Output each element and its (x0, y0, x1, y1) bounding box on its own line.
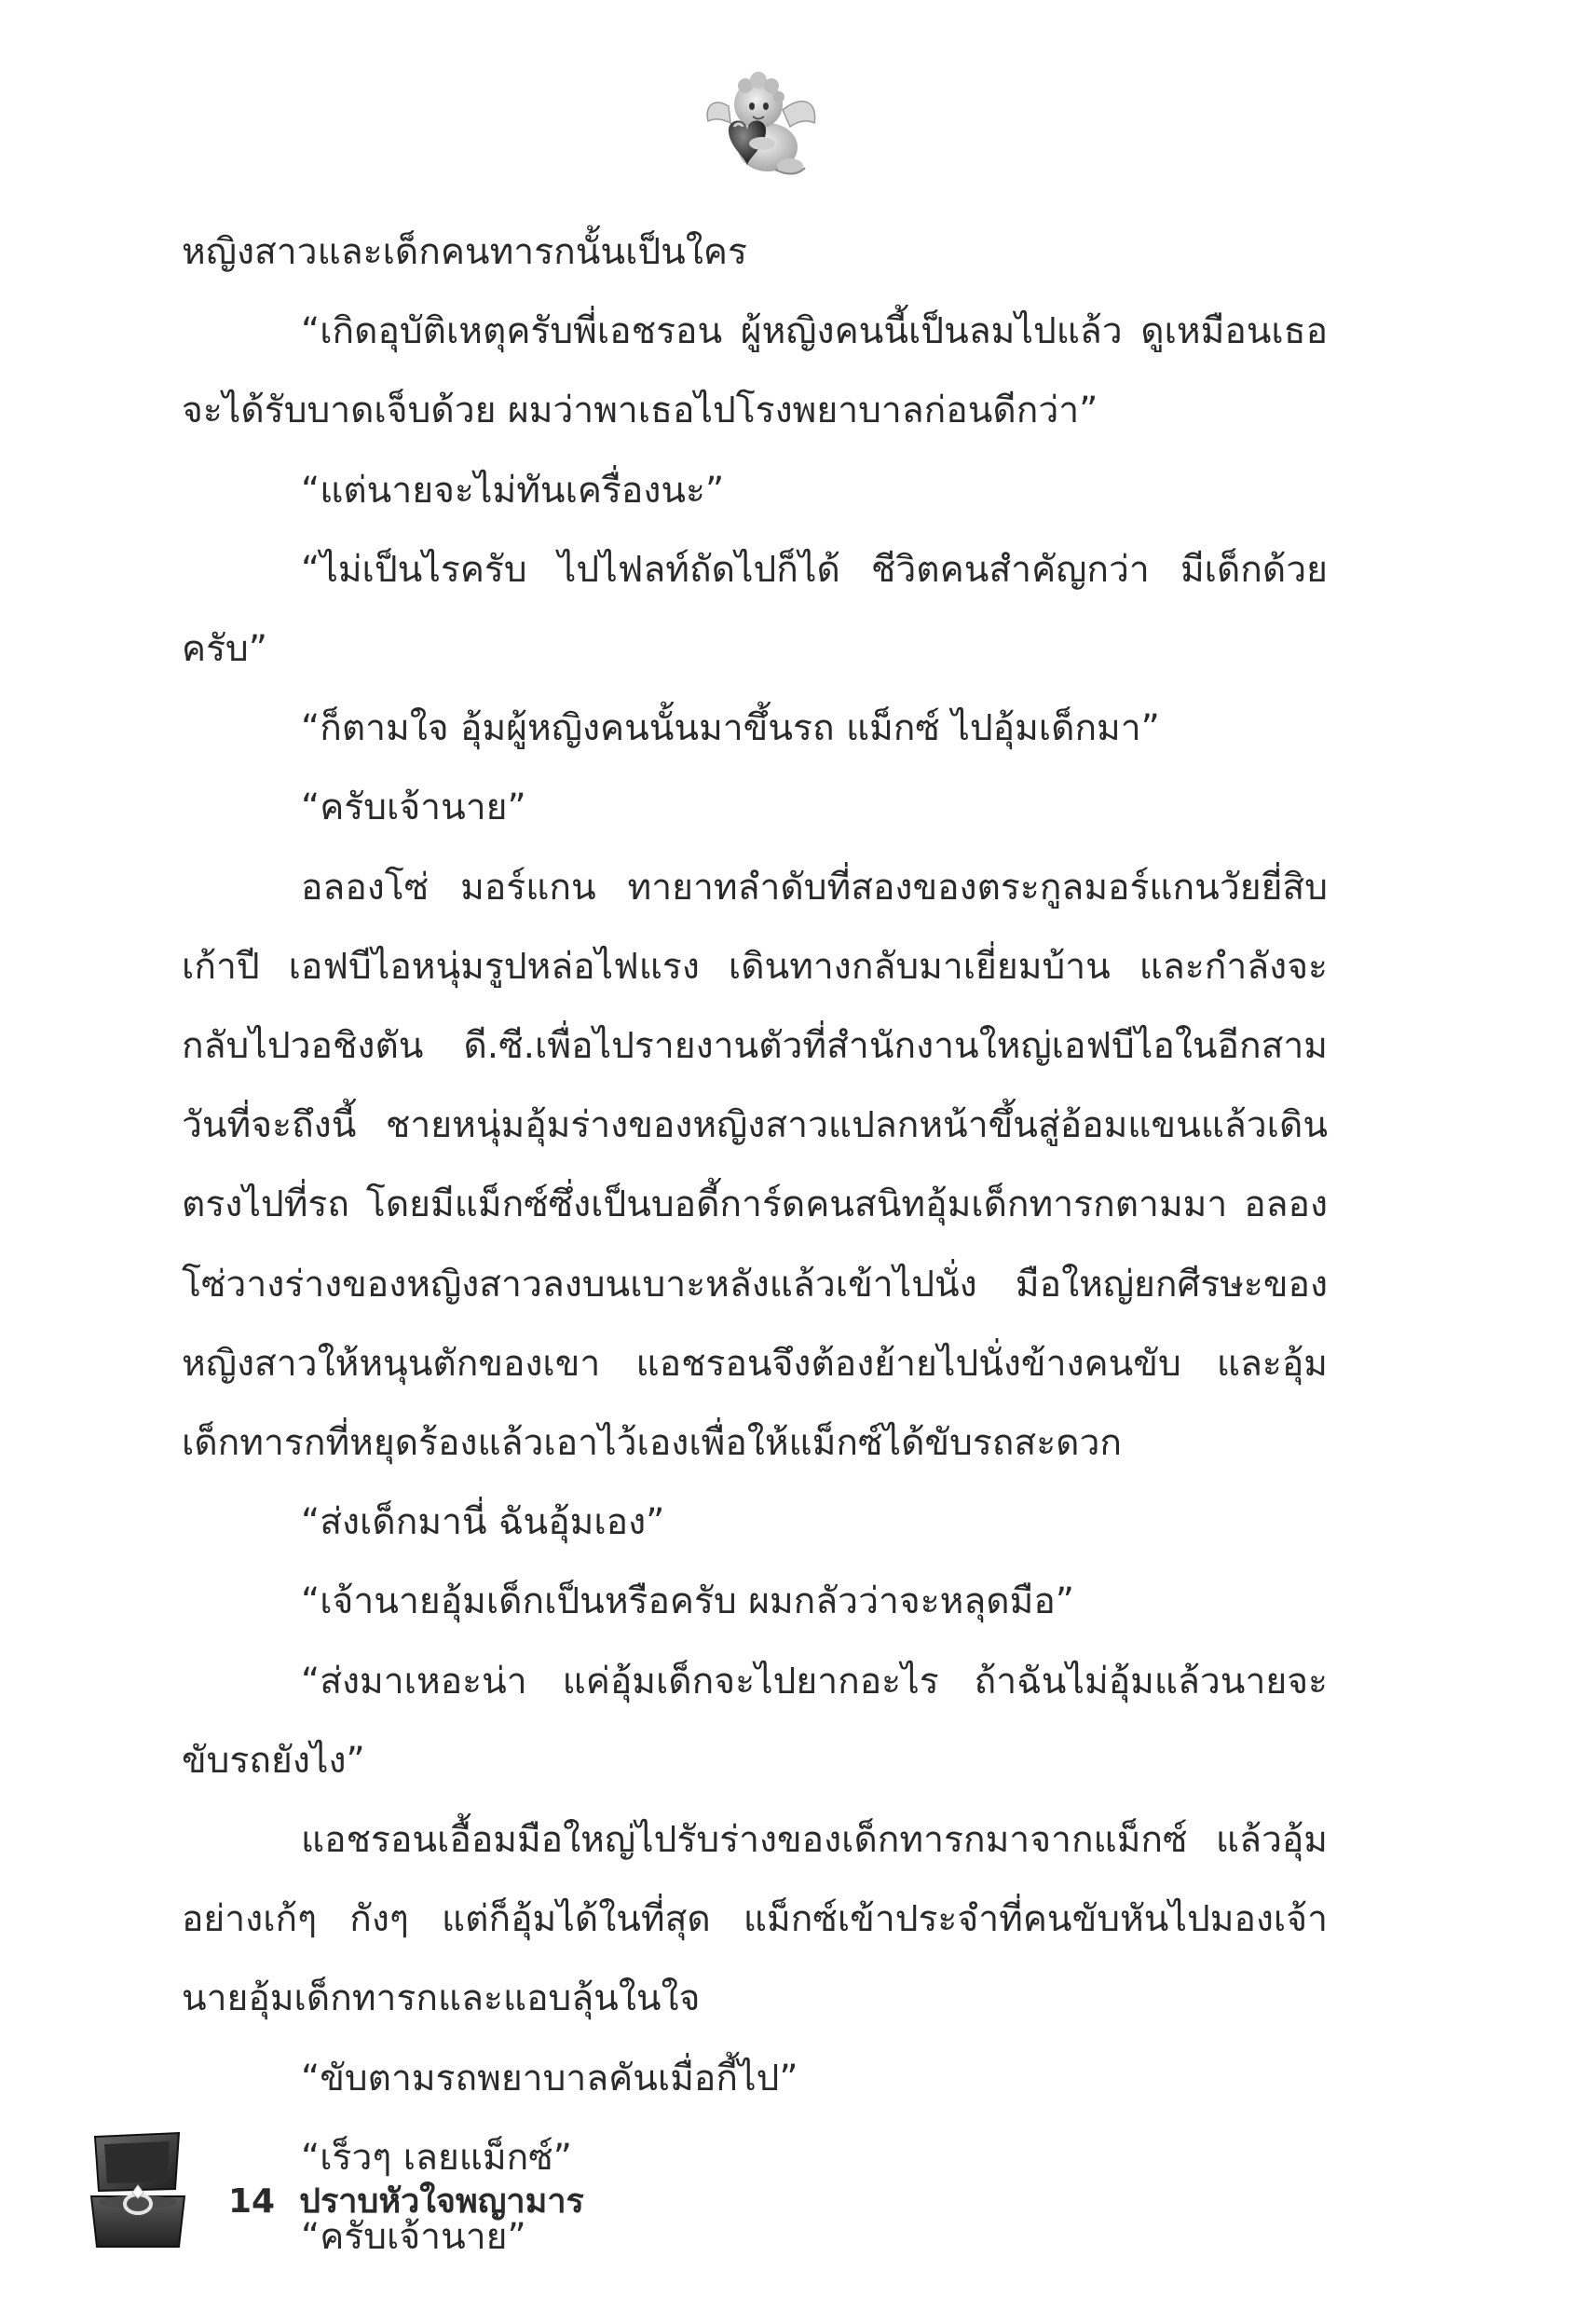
paragraph: “เจ้านายอุ้มเด็กเป็นหรือครับ ผมกลัวว่าจะหลุดมือ” (301, 1580, 1074, 1623)
paragraph: “ก็ตามใจ อุ้มผู้หญิงคนนั้นมาขึ้นรถ แม็กซ์ ไปอุ้มเด็กมา” (301, 707, 1160, 750)
paragraph: “ไม่เป็นไรครับ ไปไฟลท์ถัดไปก็ได้ ชีวิตคนสำคัญกว่า มีเด็กด้วยครับ” (182, 548, 1328, 671)
paragraph: “ขับตามรถพยาบาลคันเมื่อกี้ไป” (301, 2057, 798, 2099)
paragraph: “ครับเจ้านาย” (301, 2216, 526, 2259)
story-text (182, 212, 1328, 2277)
paragraph: อลองโซ่ มอร์แกน ทายาทลำดับที่สองของตระกูลมอร์แกนวัยยี่สิบเก้าปี เอฟบีไอหนุ่มรูปหล่อไฟแรง เดินทางกลับมาเยี่ยมบ้าน และกำลังจะกลับไปวอชิงตัน ดี.ซี.เพื่อไปรายงานตัวที่สำนักงานใหญ่เอฟบีไอในอีกสามวันที่จะถึงนี้ ชายหนุ่มอุ้มร่างของหญิงสาวแปลกหน้าขึ้นสู่อ้อมแขนแล้วเดินตรงไปที่รถ โดยมีแม็กซ์ซึ่งเป็นบอดี้การ์ดคนสนิทอุ้มเด็กทารกตามมา อลองโซ่วางร่างของหญิงสาวลงบนเบาะหลังแล้วเข้าไปนั่ง มือใหญ่ยกศีรษะของหญิงสาวให้หนุนตักของเขา แอชรอนจึงต้องย้ายไปนั่งข้างคนขับ และอุ้มเด็กทารกที่หยุดร้องแล้วเอาไว้เองเพื่อให้แม็กซ์ได้ขับรถสะดวก (182, 866, 1328, 1465)
book-title: ปราบหัวใจพญามาร (299, 2182, 584, 2221)
ring-box-icon (82, 2129, 194, 2255)
page-footer (228, 2174, 584, 2227)
paragraph: “แต่นายจะไม่ทันเครื่องนะ” (301, 469, 725, 512)
paragraph: “ส่งมาเหอะน่า แค่อุ้มเด็กจะไปยากอะไร ถ้าฉันไม่อุ้มแล้วนายจะขับรถยังไง” (182, 1660, 1328, 1782)
paragraph: “เกิดอุบัติเหตุครับพี่เอชรอน ผู้หญิงคนนี้เป็นลมไปแล้ว ดูเหมือนเธอจะได้รับบาดเจ็บด้วย ผมว่าพาเธอไปโรงพยาบาลก่อนดีกว่า” (182, 310, 1328, 432)
paragraph: “ส่งเด็กมานี่ ฉันอุ้มเอง” (301, 1501, 665, 1544)
cupid-holding-heart-icon (701, 65, 822, 182)
paragraph: “ครับเจ้านาย” (301, 786, 526, 829)
paragraph: “เร็วๆ เลยแม็กซ์” (301, 2136, 572, 2179)
paragraph: หญิงสาวและเด็กคนทารกนั้นเป็นใคร (182, 231, 747, 273)
page-number: 14 (228, 2182, 276, 2221)
paragraph: แอชรอนเอื้อมมือใหญ่ไปรับร่างของเด็กทารกมาจากแม็กซ์ แล้วอุ้มอย่างเก้ๆ กังๆ แต่ก็อุ้มได้ในที่สุด แม็กซ์เข้าประจำที่คนขับหันไปมองเจ้านายอุ้มเด็กทารกและแอบลุ้นในใจ (182, 1819, 1328, 2020)
